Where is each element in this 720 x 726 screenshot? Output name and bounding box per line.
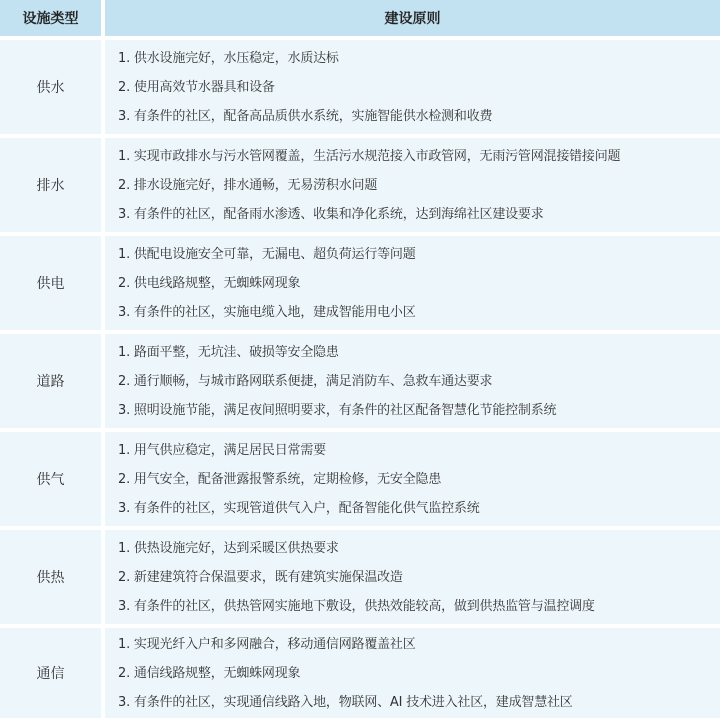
principle-item: 1. 供水设施完好，水压稳定，水质达标 bbox=[118, 50, 339, 66]
principle-item: 3. 有条件的社区，供热管网实施地下敷设，供热效能较高，做到供热监管与温控调度 bbox=[118, 598, 595, 614]
table-row-drainage bbox=[0, 138, 720, 232]
principle-item: 3. 有条件的社区，配备高品质供水系统，实施智能供水检测和收费 bbox=[118, 108, 493, 124]
facility-type-cell: 供热 bbox=[0, 530, 101, 624]
principle-item: 2. 通信线路规整，无蜘蛛网现象 bbox=[118, 665, 301, 681]
table-row-telecom bbox=[0, 628, 720, 718]
facility-type-cell: 排水 bbox=[0, 138, 101, 232]
principle-cell bbox=[105, 530, 720, 624]
principle-item: 2. 使用高效节水器具和设备 bbox=[118, 79, 275, 95]
principle-cell bbox=[105, 40, 720, 134]
principle-cell bbox=[105, 334, 720, 428]
facility-type-cell: 供电 bbox=[0, 236, 101, 330]
principle-item: 2. 新建建筑符合保温要求，既有建筑实施保温改造 bbox=[118, 569, 403, 585]
principle-item: 2. 通行顺畅，与城市路网联系便捷，满足消防车、急救车通达要求 bbox=[118, 373, 493, 389]
table-row-water-supply bbox=[0, 40, 720, 134]
principle-cell bbox=[105, 628, 720, 718]
facility-type-cell: 供水 bbox=[0, 40, 101, 134]
facility-type-cell: 道路 bbox=[0, 334, 101, 428]
principle-cell bbox=[105, 432, 720, 526]
header-facility-type: 设施类型 bbox=[0, 0, 101, 36]
principle-item: 3. 照明设施节能，满足夜间照明要求，有条件的社区配备智慧化节能控制系统 bbox=[118, 402, 557, 418]
principle-cell bbox=[105, 138, 720, 232]
principle-item: 1. 实现光纤入户和多网融合，移动通信网路覆盖社区 bbox=[118, 636, 416, 652]
principle-item: 3. 有条件的社区，实现管道供气入户，配备智能化供气监控系统 bbox=[118, 500, 480, 516]
principle-item: 3. 有条件的社区，实施电缆入地，建成智能用电小区 bbox=[118, 304, 416, 320]
principle-item: 1. 实现市政排水与污水管网覆盖，生活污水规范接入市政管网，无雨污管网混接错接问题 bbox=[118, 148, 621, 164]
principle-item: 2. 排水设施完好，排水通畅，无易涝积水问题 bbox=[118, 177, 378, 193]
principle-item: 1. 用气供应稳定，满足居民日常需要 bbox=[118, 442, 326, 458]
principle-item: 1. 路面平整，无坑洼、破损等安全隐患 bbox=[118, 344, 339, 360]
principle-item: 3. 有条件的社区，实现通信线路入地，物联网、AI 技术进入社区，建成智慧社区 bbox=[118, 694, 573, 710]
principle-cell bbox=[105, 236, 720, 330]
header-construction-principle: 建设原则 bbox=[105, 0, 720, 36]
principle-item: 2. 供电线路规整，无蜘蛛网现象 bbox=[118, 275, 301, 291]
table-header bbox=[0, 0, 720, 36]
principle-item: 2. 用气安全，配备泄露报警系统，定期检修，无安全隐患 bbox=[118, 471, 442, 487]
principle-item: 3. 有条件的社区，配备雨水渗透、收集和净化系统，达到海绵社区建设要求 bbox=[118, 206, 544, 222]
table-row-roads bbox=[0, 334, 720, 428]
table-row-power-supply bbox=[0, 236, 720, 330]
principle-item: 1. 供热设施完好，达到采暖区供热要求 bbox=[118, 540, 339, 556]
facility-type-cell: 供气 bbox=[0, 432, 101, 526]
principle-item: 1. 供配电设施安全可靠，无漏电、超负荷运行等问题 bbox=[118, 246, 416, 262]
table-row-gas-supply bbox=[0, 432, 720, 526]
table-row-heating bbox=[0, 530, 720, 624]
facility-type-cell: 通信 bbox=[0, 628, 101, 718]
